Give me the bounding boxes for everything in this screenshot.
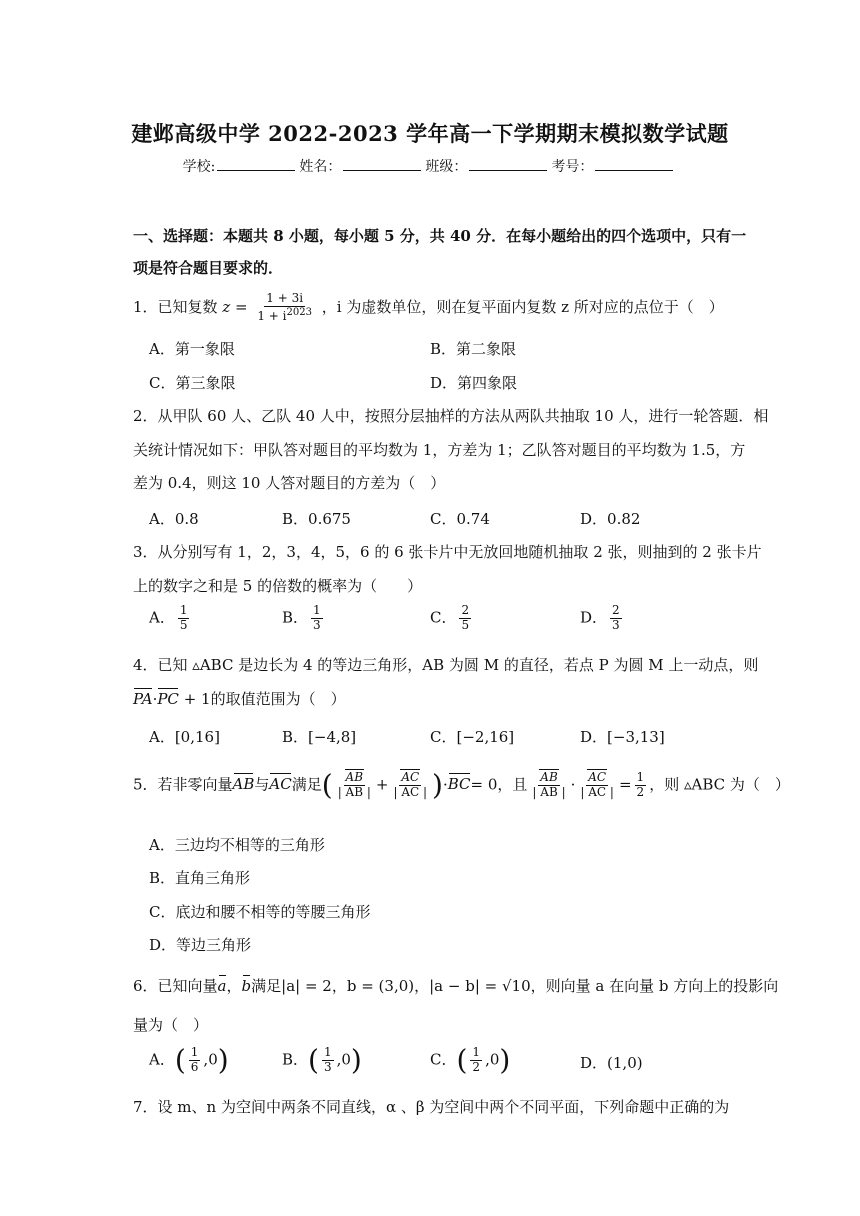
question-2: 2．从甲队 60 人、乙队 40 人中，按照分层抽样的方法从两队共抽取 10 人，进行一轮答题．相 bbox=[133, 407, 769, 425]
q6-option-b[interactable]: B．( $\frac{1}{3}$ ,0) bbox=[282, 1043, 362, 1077]
q4-option-d[interactable]: D．[−3,13] bbox=[580, 728, 665, 746]
q2-option-a[interactable]: A．0.8 bbox=[149, 510, 199, 528]
class-blank[interactable] bbox=[469, 158, 547, 171]
q6-option-d[interactable]: D．(1,0) bbox=[580, 1054, 643, 1072]
question-1: 1．已知复数 z = $\frac{1 + 3i}{1 + i^{2023}}$ ，i 为虚数单位，则在复平面内复数 z 所对应的点位于（ ） bbox=[133, 291, 724, 323]
q4-option-b[interactable]: B．[−4,8] bbox=[282, 728, 357, 746]
question-3-line2: 上的数字之和是 5 的倍数的概率为（ ） bbox=[133, 577, 423, 595]
q4-option-a[interactable]: A．[0,16] bbox=[149, 728, 220, 746]
question-2-line2: 关统计情况如下：甲队答对题目的平均数为 1，方差为 1；乙队答对题目的平均数为 1.5，方 bbox=[133, 441, 746, 459]
school-blank[interactable] bbox=[217, 158, 295, 171]
q2-option-d[interactable]: D．0.82 bbox=[580, 510, 641, 528]
q1-fraction: $\frac{1 + 3i}{1 + i^{2023}}$ bbox=[257, 291, 312, 323]
q3-option-a[interactable]: A． $\frac{1}{5}$ bbox=[149, 603, 188, 632]
question-5: 5．若非零向量AB与AC满足( $\frac{AB}{| AB |}$ + $\frac{AC}{| AC |}$ )·BC= 0，且 $\frac{AB}{| AB |}$ · $\frac{AC}{| AC |}$ = $\frac{1}{2}$ ，则 ▵ABC 为（ ） bbox=[133, 768, 790, 802]
question-7: 7．设 m、n 为空间中两条不同直线，α 、β 为空间中两个不同平面，下列命题中正确的为 bbox=[133, 1098, 730, 1116]
q5-option-a[interactable]: A．三边均不相等的三角形 bbox=[149, 836, 325, 854]
school-label: 学校: bbox=[182, 159, 216, 175]
q2-option-c[interactable]: C．0.74 bbox=[430, 510, 490, 528]
q5-option-b[interactable]: B．直角三角形 bbox=[149, 869, 251, 887]
vector-pc: PC bbox=[157, 690, 179, 708]
q1-option-a[interactable]: A．第一象限 bbox=[149, 340, 235, 358]
question-6-line2: 量为（ ） bbox=[133, 1016, 209, 1034]
q3-option-c[interactable]: C． $\frac{2}{5}$ bbox=[430, 603, 470, 632]
q6-option-a[interactable]: A．( $\frac{1}{6}$ ,0) bbox=[149, 1043, 229, 1077]
number-label: 考号： bbox=[551, 159, 594, 175]
question-2-line3: 差为 0.4，则这 10 人答对题目的方差为（ ） bbox=[133, 474, 446, 492]
q5-option-d[interactable]: D．等边三角形 bbox=[149, 936, 252, 954]
vector-pa: PA bbox=[133, 690, 153, 708]
number-blank[interactable] bbox=[595, 158, 673, 171]
section-heading: 一、选择题：本题共 8 小题，每小题 5 分，共 40 分．在每小题给出的四个选项中，只有一 bbox=[133, 227, 747, 245]
q3-option-d[interactable]: D． $\frac{2}{3}$ bbox=[580, 603, 620, 632]
question-6: 6．已知向量a，b满足|a| = 2，b = (3,0)，|a − b| = √10，则向量 a 在向量 b 方向上的投影向 bbox=[133, 977, 779, 995]
q3-option-b[interactable]: B． $\frac{1}{3}$ bbox=[282, 603, 321, 632]
page-title: 建邺高级中学 2022-2023 学年高一下学期期末模拟数学试题 bbox=[131, 121, 729, 146]
question-4-line2: PA·PC + 1的取值范围为（ ） bbox=[133, 690, 346, 708]
name-blank[interactable] bbox=[343, 158, 421, 171]
q1-option-b[interactable]: B．第二象限 bbox=[430, 340, 517, 358]
q5-option-c[interactable]: C．底边和腰不相等的等腰三角形 bbox=[149, 903, 371, 921]
q6-option-c[interactable]: C．( $\frac{1}{2}$ ,0) bbox=[430, 1043, 511, 1077]
q4-option-c[interactable]: C．[−2,16] bbox=[430, 728, 515, 746]
name-label: 姓名： bbox=[299, 159, 342, 175]
class-label: 班级： bbox=[425, 159, 468, 175]
section-heading-cont: 项是符合题目要求的． bbox=[133, 259, 284, 277]
q1-option-c[interactable]: C．第三象限 bbox=[149, 374, 236, 392]
student-info-line bbox=[0, 156, 860, 176]
q2-option-b[interactable]: B．0.675 bbox=[282, 510, 351, 528]
q1-option-d[interactable]: D．第四象限 bbox=[430, 374, 518, 392]
question-3: 3．从分别写有 1，2，3，4，5，6 的 6 张卡片中无放回地随机抽取 2 张，则抽到的 2 张卡片 bbox=[133, 543, 762, 561]
question-4: 4．已知 ▵ABC 是边长为 4 的等边三角形，AB 为圆 M 的直径，若点 P 为圆 M 上一动点，则 bbox=[133, 656, 759, 674]
